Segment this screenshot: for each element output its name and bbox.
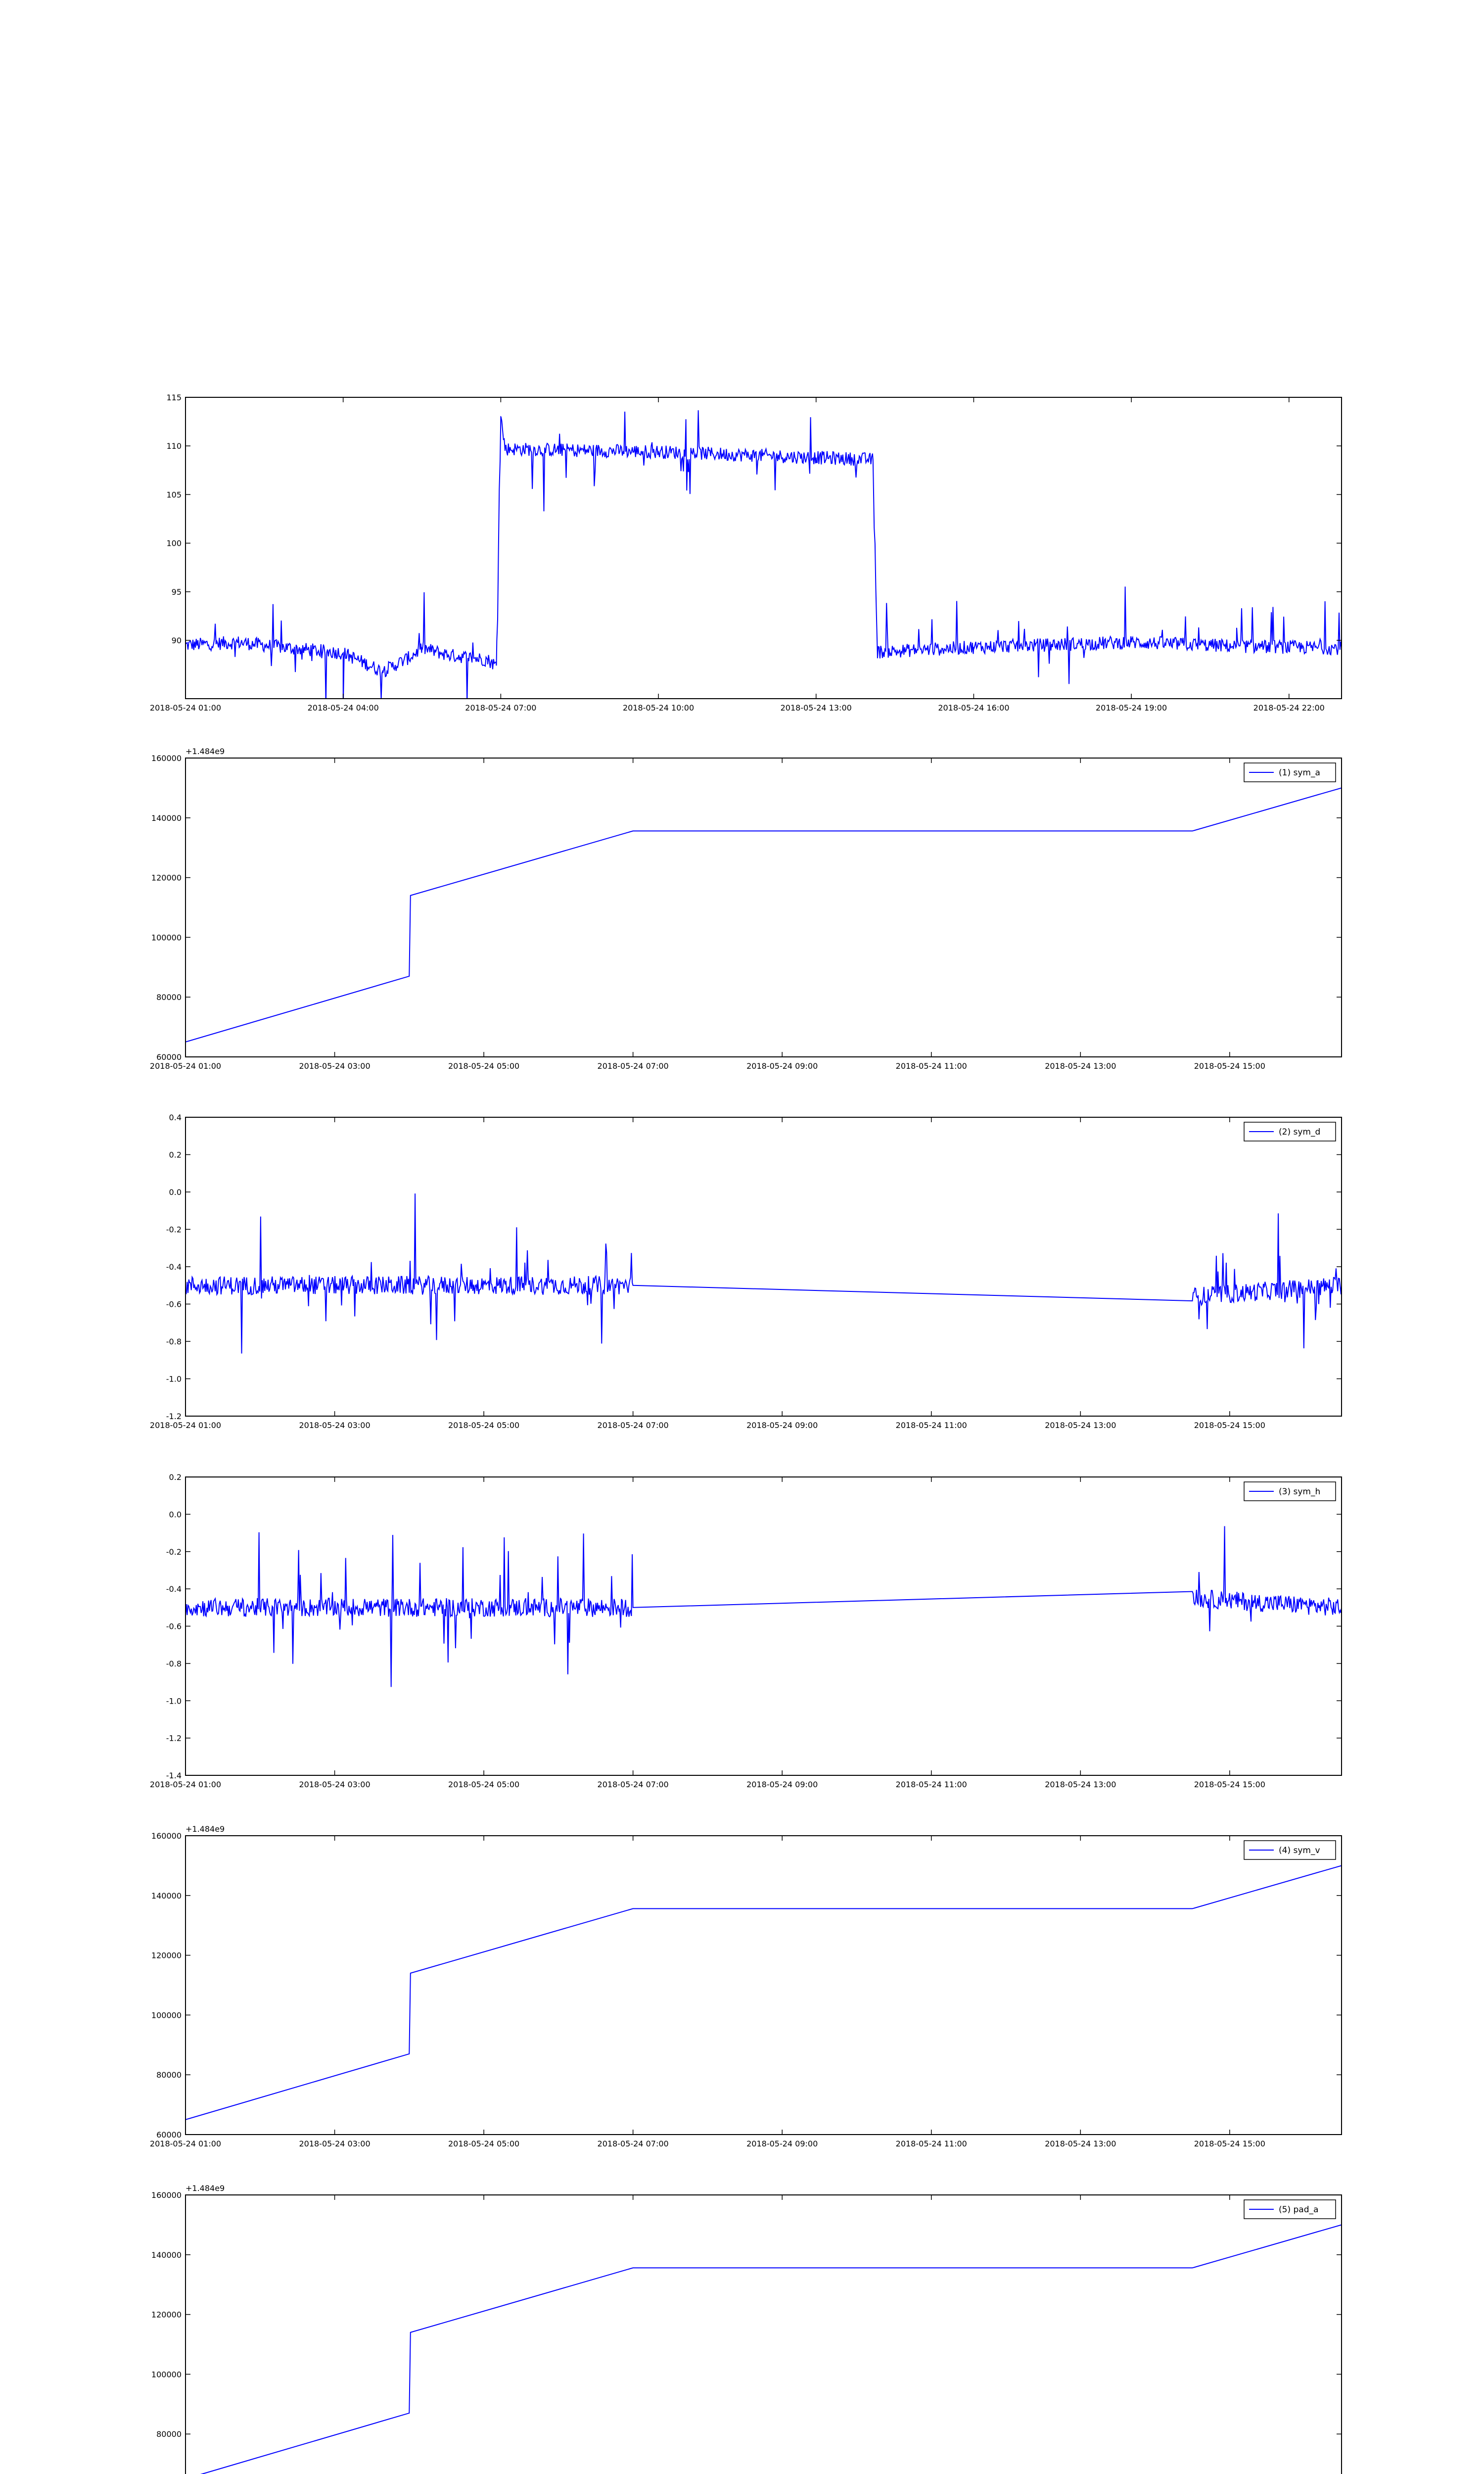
y-tick-label: 100000 xyxy=(151,2010,182,2020)
y-tick-label: 100000 xyxy=(151,933,182,943)
x-tick-label: 2018-05-24 19:00 xyxy=(1095,703,1167,713)
x-tick-label: 2018-05-24 13:00 xyxy=(780,703,852,713)
plot-frame xyxy=(186,1117,1342,1416)
offset-text: +1.484e9 xyxy=(186,747,225,756)
y-tick-label: -0.4 xyxy=(166,1584,182,1594)
offset-text: +1.484e9 xyxy=(186,2184,225,2193)
y-tick-label: 160000 xyxy=(151,1831,182,1841)
y-tick-label: 0.0 xyxy=(169,1188,182,1197)
legend xyxy=(1244,1482,1336,1501)
x-tick-label: 2018-05-24 07:00 xyxy=(597,1061,669,1071)
x-tick-label: 2018-05-24 05:00 xyxy=(448,2139,520,2148)
y-tick-label: 115 xyxy=(166,393,182,402)
x-tick-label: 2018-05-24 16:00 xyxy=(938,703,1010,713)
x-tick-label: 2018-05-24 03:00 xyxy=(299,1421,371,1430)
x-tick-label: 2018-05-24 09:00 xyxy=(746,2139,818,2148)
x-tick-label: 2018-05-24 01:00 xyxy=(149,703,222,713)
legend-label: (4) sym_v xyxy=(1279,1846,1320,1856)
y-tick-label: 95 xyxy=(171,587,182,597)
y-tick-label: -1.0 xyxy=(166,1696,182,1706)
x-tick-label: 2018-05-24 13:00 xyxy=(1045,1780,1116,1789)
x-tick-label: 2018-05-24 01:00 xyxy=(149,1780,222,1789)
y-tick-label: -1.2 xyxy=(166,1412,182,1421)
chart-panel-5 xyxy=(150,1824,1342,2148)
x-tick-label: 2018-05-24 01:00 xyxy=(149,1061,222,1071)
x-tick-label: 2018-05-24 15:00 xyxy=(1194,1061,1265,1071)
y-tick-label: 60000 xyxy=(156,1052,182,1062)
x-tick-label: 2018-05-24 05:00 xyxy=(448,1780,520,1789)
x-tick-label: 2018-05-24 03:00 xyxy=(299,1780,371,1789)
y-tick-label: 140000 xyxy=(151,813,182,823)
chart-panel-1 xyxy=(150,393,1342,713)
series-line-1 xyxy=(186,1193,1342,1353)
series-line-1 xyxy=(186,788,1342,1042)
legend xyxy=(1244,2200,1336,2219)
x-tick-label: 2018-05-24 13:00 xyxy=(1045,1421,1116,1430)
y-tick-label: -0.8 xyxy=(166,1337,182,1346)
series-line-1 xyxy=(186,1865,1342,2119)
x-tick-label: 2018-05-24 10:00 xyxy=(622,703,695,713)
x-tick-label: 2018-05-24 07:00 xyxy=(597,1421,669,1430)
x-tick-label: 2018-05-24 22:00 xyxy=(1253,703,1325,713)
x-tick-label: 2018-05-24 11:00 xyxy=(895,1780,967,1789)
legend xyxy=(1244,763,1336,782)
y-tick-label: 0.2 xyxy=(169,1150,182,1160)
y-tick-label: 80000 xyxy=(156,2070,182,2080)
x-tick-label: 2018-05-24 09:00 xyxy=(746,1780,818,1789)
plot-frame xyxy=(186,758,1342,1057)
x-tick-label: 2018-05-24 01:00 xyxy=(149,2139,222,2148)
plot-frame xyxy=(186,1836,1342,2135)
y-tick-label: 80000 xyxy=(156,2429,182,2439)
y-tick-label: 100 xyxy=(166,538,182,548)
series-line-1 xyxy=(186,2225,1342,2474)
y-tick-label: -1.2 xyxy=(166,1733,182,1743)
offset-text: +1.484e9 xyxy=(186,1824,225,1834)
x-tick-label: 2018-05-24 07:00 xyxy=(597,2139,669,2148)
y-tick-label: -1.4 xyxy=(166,1771,182,1780)
x-tick-label: 2018-05-24 05:00 xyxy=(448,1061,520,1071)
y-tick-label: 0.4 xyxy=(169,1113,182,1122)
x-tick-label: 2018-05-24 11:00 xyxy=(895,1061,967,1071)
legend-label: (5) pad_a xyxy=(1279,2205,1319,2215)
x-tick-label: 2018-05-24 04:00 xyxy=(307,703,379,713)
x-tick-label: 2018-05-24 09:00 xyxy=(746,1421,818,1430)
x-tick-label: 2018-05-24 07:00 xyxy=(597,1780,669,1789)
y-tick-label: -0.8 xyxy=(166,1659,182,1668)
y-tick-label: 110 xyxy=(166,441,182,451)
y-tick-label: -1.0 xyxy=(166,1374,182,1384)
legend-label: (3) sym_h xyxy=(1279,1487,1321,1497)
legend xyxy=(1244,1841,1336,1859)
plot-frame xyxy=(186,1477,1342,1775)
y-tick-label: 60000 xyxy=(156,2130,182,2140)
x-tick-label: 2018-05-24 01:00 xyxy=(149,1421,222,1430)
legend-label: (2) sym_d xyxy=(1279,1127,1321,1137)
x-tick-label: 2018-05-24 15:00 xyxy=(1194,1421,1265,1430)
chart-panel-2 xyxy=(150,747,1342,1071)
y-tick-label: 140000 xyxy=(151,1891,182,1901)
x-tick-label: 2018-05-24 11:00 xyxy=(895,2139,967,2148)
y-tick-label: 0.2 xyxy=(169,1473,182,1482)
chart-panel-6 xyxy=(150,2184,1342,2474)
y-tick-label: 140000 xyxy=(151,2250,182,2260)
y-tick-label: 120000 xyxy=(151,1951,182,1960)
chart-panel-3 xyxy=(150,1113,1342,1430)
y-tick-label: 120000 xyxy=(151,2310,182,2320)
y-tick-label: -0.6 xyxy=(166,1299,182,1309)
y-tick-label: -0.2 xyxy=(166,1547,182,1557)
x-tick-label: 2018-05-24 03:00 xyxy=(299,1061,371,1071)
y-tick-label: 0.0 xyxy=(169,1510,182,1520)
y-tick-label: 160000 xyxy=(151,754,182,763)
y-tick-label: 100000 xyxy=(151,2370,182,2379)
chart-panel-4 xyxy=(150,1473,1342,1789)
y-tick-label: 105 xyxy=(166,490,182,500)
y-tick-label: -0.2 xyxy=(166,1225,182,1235)
series-line-1 xyxy=(186,410,1342,707)
plot-frame xyxy=(186,2195,1342,2474)
x-tick-label: 2018-05-24 15:00 xyxy=(1194,2139,1265,2148)
x-tick-label: 2018-05-24 13:00 xyxy=(1045,2139,1116,2148)
y-tick-label: 80000 xyxy=(156,993,182,1002)
x-tick-label: 2018-05-24 03:00 xyxy=(299,2139,371,2148)
y-tick-label: 160000 xyxy=(151,2190,182,2200)
y-tick-label: -0.4 xyxy=(166,1262,182,1272)
x-tick-label: 2018-05-24 09:00 xyxy=(746,1061,818,1071)
y-tick-label: 90 xyxy=(171,636,182,646)
x-tick-label: 2018-05-24 13:00 xyxy=(1045,1061,1116,1071)
y-tick-label: 120000 xyxy=(151,873,182,883)
legend xyxy=(1244,1122,1336,1141)
series-line-1 xyxy=(186,1526,1342,1687)
x-tick-label: 2018-05-24 15:00 xyxy=(1194,1780,1265,1789)
plot-frame xyxy=(186,397,1342,699)
y-tick-label: -0.6 xyxy=(166,1621,182,1631)
x-tick-label: 2018-05-24 07:00 xyxy=(465,703,537,713)
legend-label: (1) sym_a xyxy=(1279,768,1320,778)
x-tick-label: 2018-05-24 05:00 xyxy=(448,1421,520,1430)
x-tick-label: 2018-05-24 11:00 xyxy=(895,1421,967,1430)
